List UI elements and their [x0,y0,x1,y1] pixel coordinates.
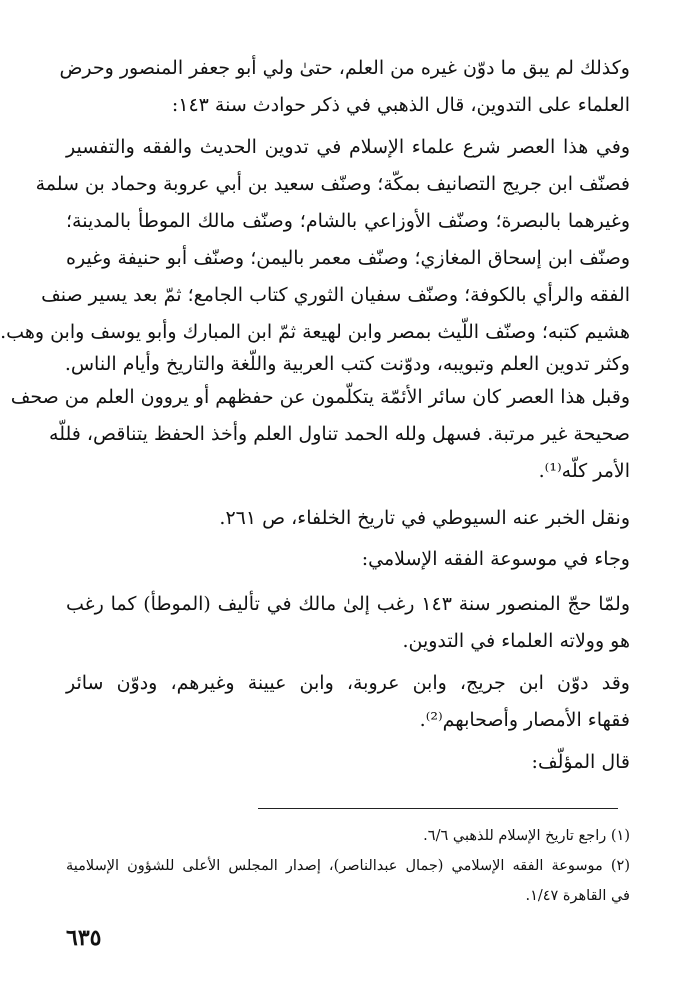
encyclopedia-quote-line-4: فقهاء الأمصار وأصحابهم⁽²⁾. [419,709,630,731]
text-line-2: العلماء على التدوين، قال الذهبي في ذكر حوادث سنة ١٤٣: [171,94,630,116]
text-line-3: ونقل الخبر عنه السيوطي في تاريخ الخلفاء، ص ٢٦١. [219,507,630,529]
quote-line-3: وغيرهما بالبصرة؛ وصنّف الأوزاعي بالشام؛ وصنّف مالك الموطأ بالمدينة؛ [66,210,630,232]
quote-line-10: الأمر كلّه⁽¹⁾. [538,460,630,482]
quote-line-6: هشيم كتبه؛ وصنّف اللّيث بمصر وابن لهيعة ثمّ ابن المبارك وأبو يوسف وابن وهب. [0,321,630,343]
quote-line-5: الفقه والرأي بالكوفة؛ وصنّف سفيان الثوري كتاب الجامع؛ ثمّ بعد يسير صنف [41,284,630,306]
text-line-4: وجاء في موسوعة الفقه الإسلامي: [361,548,630,570]
footnote-1: (١) راجع تاريخ الإسلام للذهبي ٦/٦. [423,828,630,844]
quote-line-8: وقبل هذا العصر كان سائر الأئمّة يتكلّمون عن حفظهم أو يروون العلم من صحف [10,386,630,408]
author-says: قال المؤلّف: [531,751,630,773]
quote-line-4: وصنّف ابن إسحاق المغازي؛ وصنّف معمر باليمن؛ وصنّف أبو حنيفة وغيره [66,247,630,269]
footnote-2: (٢) موسوعة الفقه الإسلامي (جمال عبدالناصر)، إصدار المجلس الأعلى للشؤون الإسلامية [66,858,630,874]
text-line-1: وكذلك لم يبق ما دوّن غيره من العلم، حتىٰ ولي أبو جعفر المنصور وحرض [59,57,630,79]
quote-line-7: وكثر تدوين العلم وتبويبه، ودوّنت كتب العربية واللّغة والتاريخ وأيام الناس. [64,353,630,375]
quote-line-1: وفي هذا العصر شرع علماء الإسلام في تدوين الحديث والفقه والتفسير [66,136,630,158]
page-number: ٦٣٥ [66,925,102,951]
footnote-divider [258,808,618,809]
encyclopedia-quote-line-3: وقد دوّن ابن جريج، وابن عروبة، وابن عيينة وغيرهم، ودوّن سائر [66,672,630,694]
footnote-2-continued: في القاهرة ١/٤٧. [525,888,630,904]
quote-line-9: صحيحة غير مرتبة. فسهل ولله الحمد تناول العلم وأخذ الحفظ يتناقص، فللّه [49,423,630,445]
quote-line-2: فصنّف ابن جريج التصانيف بمكّة؛ وصنّف سعيد بن أبي عروبة وحماد بن سلمة [35,173,630,195]
encyclopedia-quote-line-1: ولمّا حجّ المنصور سنة ١٤٣ رغب إلىٰ مالك في تأليف (الموطأ) كما رغب [66,593,630,615]
encyclopedia-quote-line-2: هو وولاته العلماء في التدوين. [402,630,630,652]
